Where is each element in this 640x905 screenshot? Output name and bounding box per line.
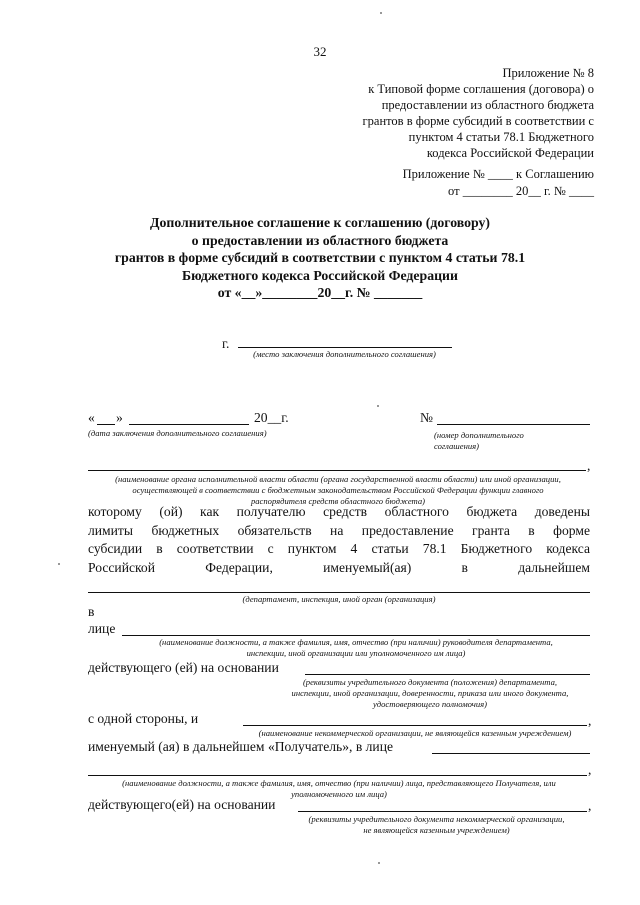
authority-field[interactable] (88, 470, 586, 471)
body-word: Российской (88, 559, 155, 575)
body-paragraph (88, 503, 590, 577)
authority-caption-line: (наименование органа исполнительной власти области (органа государственной власти области) или иной организации, (115, 474, 561, 484)
acting-basis-field[interactable] (305, 674, 590, 675)
in-person-caption-line: инспекции, иной организации или уполномоченного им лица) (246, 648, 466, 658)
appendix-reference-line: Приложение № ____ к Соглашению (402, 167, 594, 181)
date-month-field[interactable] (129, 424, 249, 425)
recipient-label: именуемый (ая) в дальнейшем «Получатель», в лице (88, 739, 394, 754)
body-line (88, 559, 590, 578)
acting-basis-2-comma: , (588, 798, 592, 813)
recipient-caption-line: уполномоченного им лица) (291, 789, 387, 799)
place-caption: (место заключения дополнительного соглашения) (253, 349, 436, 359)
acting-basis-caption (270, 677, 590, 710)
appendix-line: грантов в форме субсидий в соответствии с (362, 114, 594, 128)
recipient-person-field-a[interactable] (432, 753, 590, 754)
in-person-caption (122, 637, 590, 659)
title-line: от «__»________20__г. № _______ (217, 285, 423, 300)
appendix-line: кодекса Российской Федерации (426, 146, 594, 160)
date-caption: (дата заключения дополнительного соглашения) (88, 428, 267, 438)
page-number: 32 (313, 44, 327, 59)
recipient-caption-line: (наименование должности, а также фамилия, имя, отчество (при наличии) лица, представляющего Получателя, или (122, 778, 556, 788)
department-field[interactable] (88, 592, 590, 593)
place-field[interactable] (238, 347, 452, 348)
appendix-line: Приложение № 8 (502, 66, 594, 80)
date-year-text: 20__г. (254, 410, 289, 425)
number-field[interactable] (437, 424, 590, 425)
body-word: дальнейшем (518, 559, 590, 575)
acting-basis-caption-line: инспекции, иной организации, доверенности, приказа или иного документа, (291, 688, 569, 698)
organization-comma: , (588, 713, 592, 728)
scan-speck (380, 12, 382, 14)
body-line: лимиты бюджетных обязательств на предоставление гранта в форме (88, 522, 590, 538)
appendix-reference-line: от ________ 20__ г. № ____ (448, 184, 594, 198)
title-line: Бюджетного кодекса Российской Федерации (182, 267, 458, 283)
one-side-label: с одной стороны, и (88, 711, 199, 726)
date-day-field[interactable] (97, 424, 115, 425)
recipient-person-field-b[interactable] (88, 775, 587, 776)
scan-speck (377, 405, 379, 407)
recipient-comma: , (588, 762, 592, 777)
acting-basis-caption-line: удостоверяющего полномочия) (372, 699, 488, 709)
number-caption-line: соглашения) (434, 441, 480, 451)
scan-speck (378, 862, 380, 864)
body-line: субсидии в соответствии с пунктом 4 статьи 78.1 Бюджетного кодекса (88, 541, 590, 556)
in-person-label: лице (88, 621, 116, 636)
body-line: которому (ой) как получателю средств областного бюджета доведены (88, 504, 590, 519)
acting-basis-label: действующего (ей) на основании (88, 660, 279, 675)
number-caption-line: (номер дополнительного (434, 430, 524, 440)
authority-caption-line: осуществляющей в соответствии с бюджетным законодательством Российской Федерации функции главного (132, 485, 544, 495)
in-person-field[interactable] (122, 635, 590, 636)
authority-comma: , (587, 458, 591, 473)
document-title (0, 214, 640, 302)
in-person-caption-line: (наименование должности, а также фамилия, имя, отчество (при наличии) руководителя департамента, (159, 637, 553, 647)
appendix-header (363, 65, 594, 161)
organization-caption: (наименование некоммерческой организации, не являющейся казенным учреждением) (258, 728, 572, 738)
acting-basis-2-field[interactable] (298, 811, 587, 812)
department-caption: (департамент, инспекция, иной орган (организация) (242, 594, 436, 604)
scan-speck (58, 563, 60, 565)
title-line: Дополнительное соглашение к соглашению (договору) (150, 215, 490, 230)
body-word: именуемый(ая) (323, 559, 412, 575)
in-person-v: в (88, 604, 95, 619)
acting-basis-2-caption-line: не являющейся казенным учреждением) (363, 825, 510, 835)
date-close-quote: » (116, 410, 123, 425)
body-word: Федерации, (205, 559, 273, 575)
acting-basis-2-label: действующего(ей) на основании (88, 797, 276, 812)
place-prefix: г. (222, 336, 230, 351)
acting-basis-2-caption-line: (реквизиты учредительного документа некоммерческой организации, (308, 814, 565, 824)
title-line: о предоставлении из областного бюджета (191, 232, 449, 248)
authority-caption-line: распорядителя средств областного бюджета) (250, 496, 426, 506)
appendix-reference (403, 166, 594, 200)
number-caption (434, 430, 524, 452)
appendix-line: к Типовой форме соглашения (договора) о (368, 82, 594, 96)
body-word: в (461, 559, 468, 575)
organization-field[interactable] (243, 725, 587, 726)
date-open-quote: « (88, 410, 95, 425)
title-line: грантов в форме субсидий в соответствии с пунктом 4 статьи 78.1 (114, 250, 526, 265)
appendix-line: пунктом 4 статьи 78.1 Бюджетного (408, 130, 594, 144)
number-label: № (420, 410, 433, 425)
acting-basis-2-caption (283, 814, 590, 836)
appendix-line: предоставлении из областного бюджета (381, 98, 594, 112)
acting-basis-caption-line: (реквизиты учредительного документа (положения) департамента, (302, 677, 558, 687)
